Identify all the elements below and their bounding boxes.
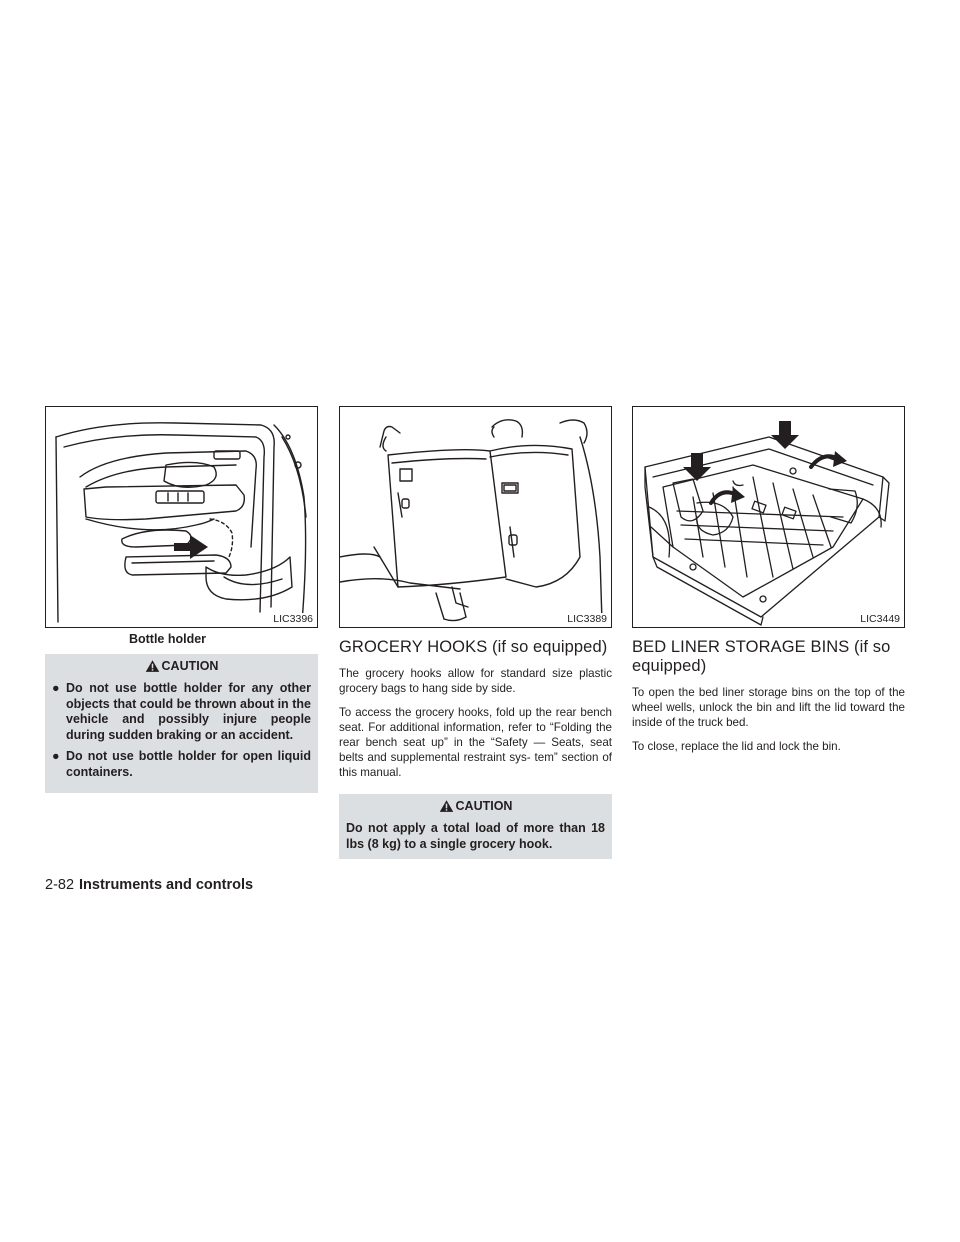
paragraph: To access the grocery hooks, fold up the rear bench seat. For additional information, refer to “Folding the rear bench seat up” in the “Safety — Seats, seat belts and supplemental restraint sys- tem” section of this manual.	[339, 706, 612, 779]
figure-code: LIC3396	[273, 613, 313, 625]
figure-code: LIC3449	[860, 613, 900, 625]
caution-item	[52, 681, 311, 743]
bullet: ●	[52, 681, 60, 695]
caution-item-text: Do not use bottle holder for open liquid containers.	[66, 749, 311, 779]
chapter-title: Instruments and controls	[79, 877, 254, 893]
caution-box	[45, 654, 318, 793]
figure-caption: Bottle holder	[128, 632, 207, 646]
column-bed-liner-storage	[632, 406, 905, 763]
caution-heading	[346, 799, 605, 813]
truck-bed-illustration	[633, 407, 904, 627]
page-footer	[45, 877, 253, 893]
warning-triangle-icon	[439, 799, 454, 813]
section-title: GROCERY HOOKS (if so equipped)	[339, 638, 608, 656]
page-number: 2-82	[45, 877, 75, 893]
column-grocery-hooks	[339, 406, 612, 859]
paragraph: To open the bed liner storage bins on the top of the wheel wells, unlock the bin and lift the lid toward the inside of the truck bed.	[632, 686, 905, 729]
door-panel-illustration	[46, 407, 317, 627]
caution-title: CAUTION	[455, 799, 513, 813]
caution-item-text: Do not use bottle holder for any other objects that could be thrown about in the vehicle and possibly injure people during sudden braking or an accident.	[66, 681, 311, 742]
caution-text: Do not apply a total load of more than 18 lbs (8 kg) to a single grocery hook.	[346, 821, 605, 851]
paragraph: The grocery hooks allow for standard size plastic grocery bags to hang side by side.	[339, 667, 612, 695]
warning-triangle-icon	[145, 659, 160, 673]
caution-title: CAUTION	[161, 659, 219, 673]
figure-bottle-holder	[45, 406, 318, 628]
caution-box	[339, 794, 612, 859]
bullet: ●	[52, 749, 60, 763]
caution-item	[52, 749, 311, 780]
caution-list	[52, 681, 311, 780]
column-bottle-holder	[45, 406, 318, 793]
paragraph: To close, replace the lid and lock the bin.	[632, 740, 841, 753]
rear-bench-seat-illustration	[340, 407, 611, 627]
figure-bed-liner	[632, 406, 905, 628]
caution-heading	[52, 659, 311, 673]
figure-code: LIC3389	[567, 613, 607, 625]
section-title: BED LINER STORAGE BINS (if so equipped)	[632, 638, 891, 675]
figure-grocery-hooks	[339, 406, 612, 628]
